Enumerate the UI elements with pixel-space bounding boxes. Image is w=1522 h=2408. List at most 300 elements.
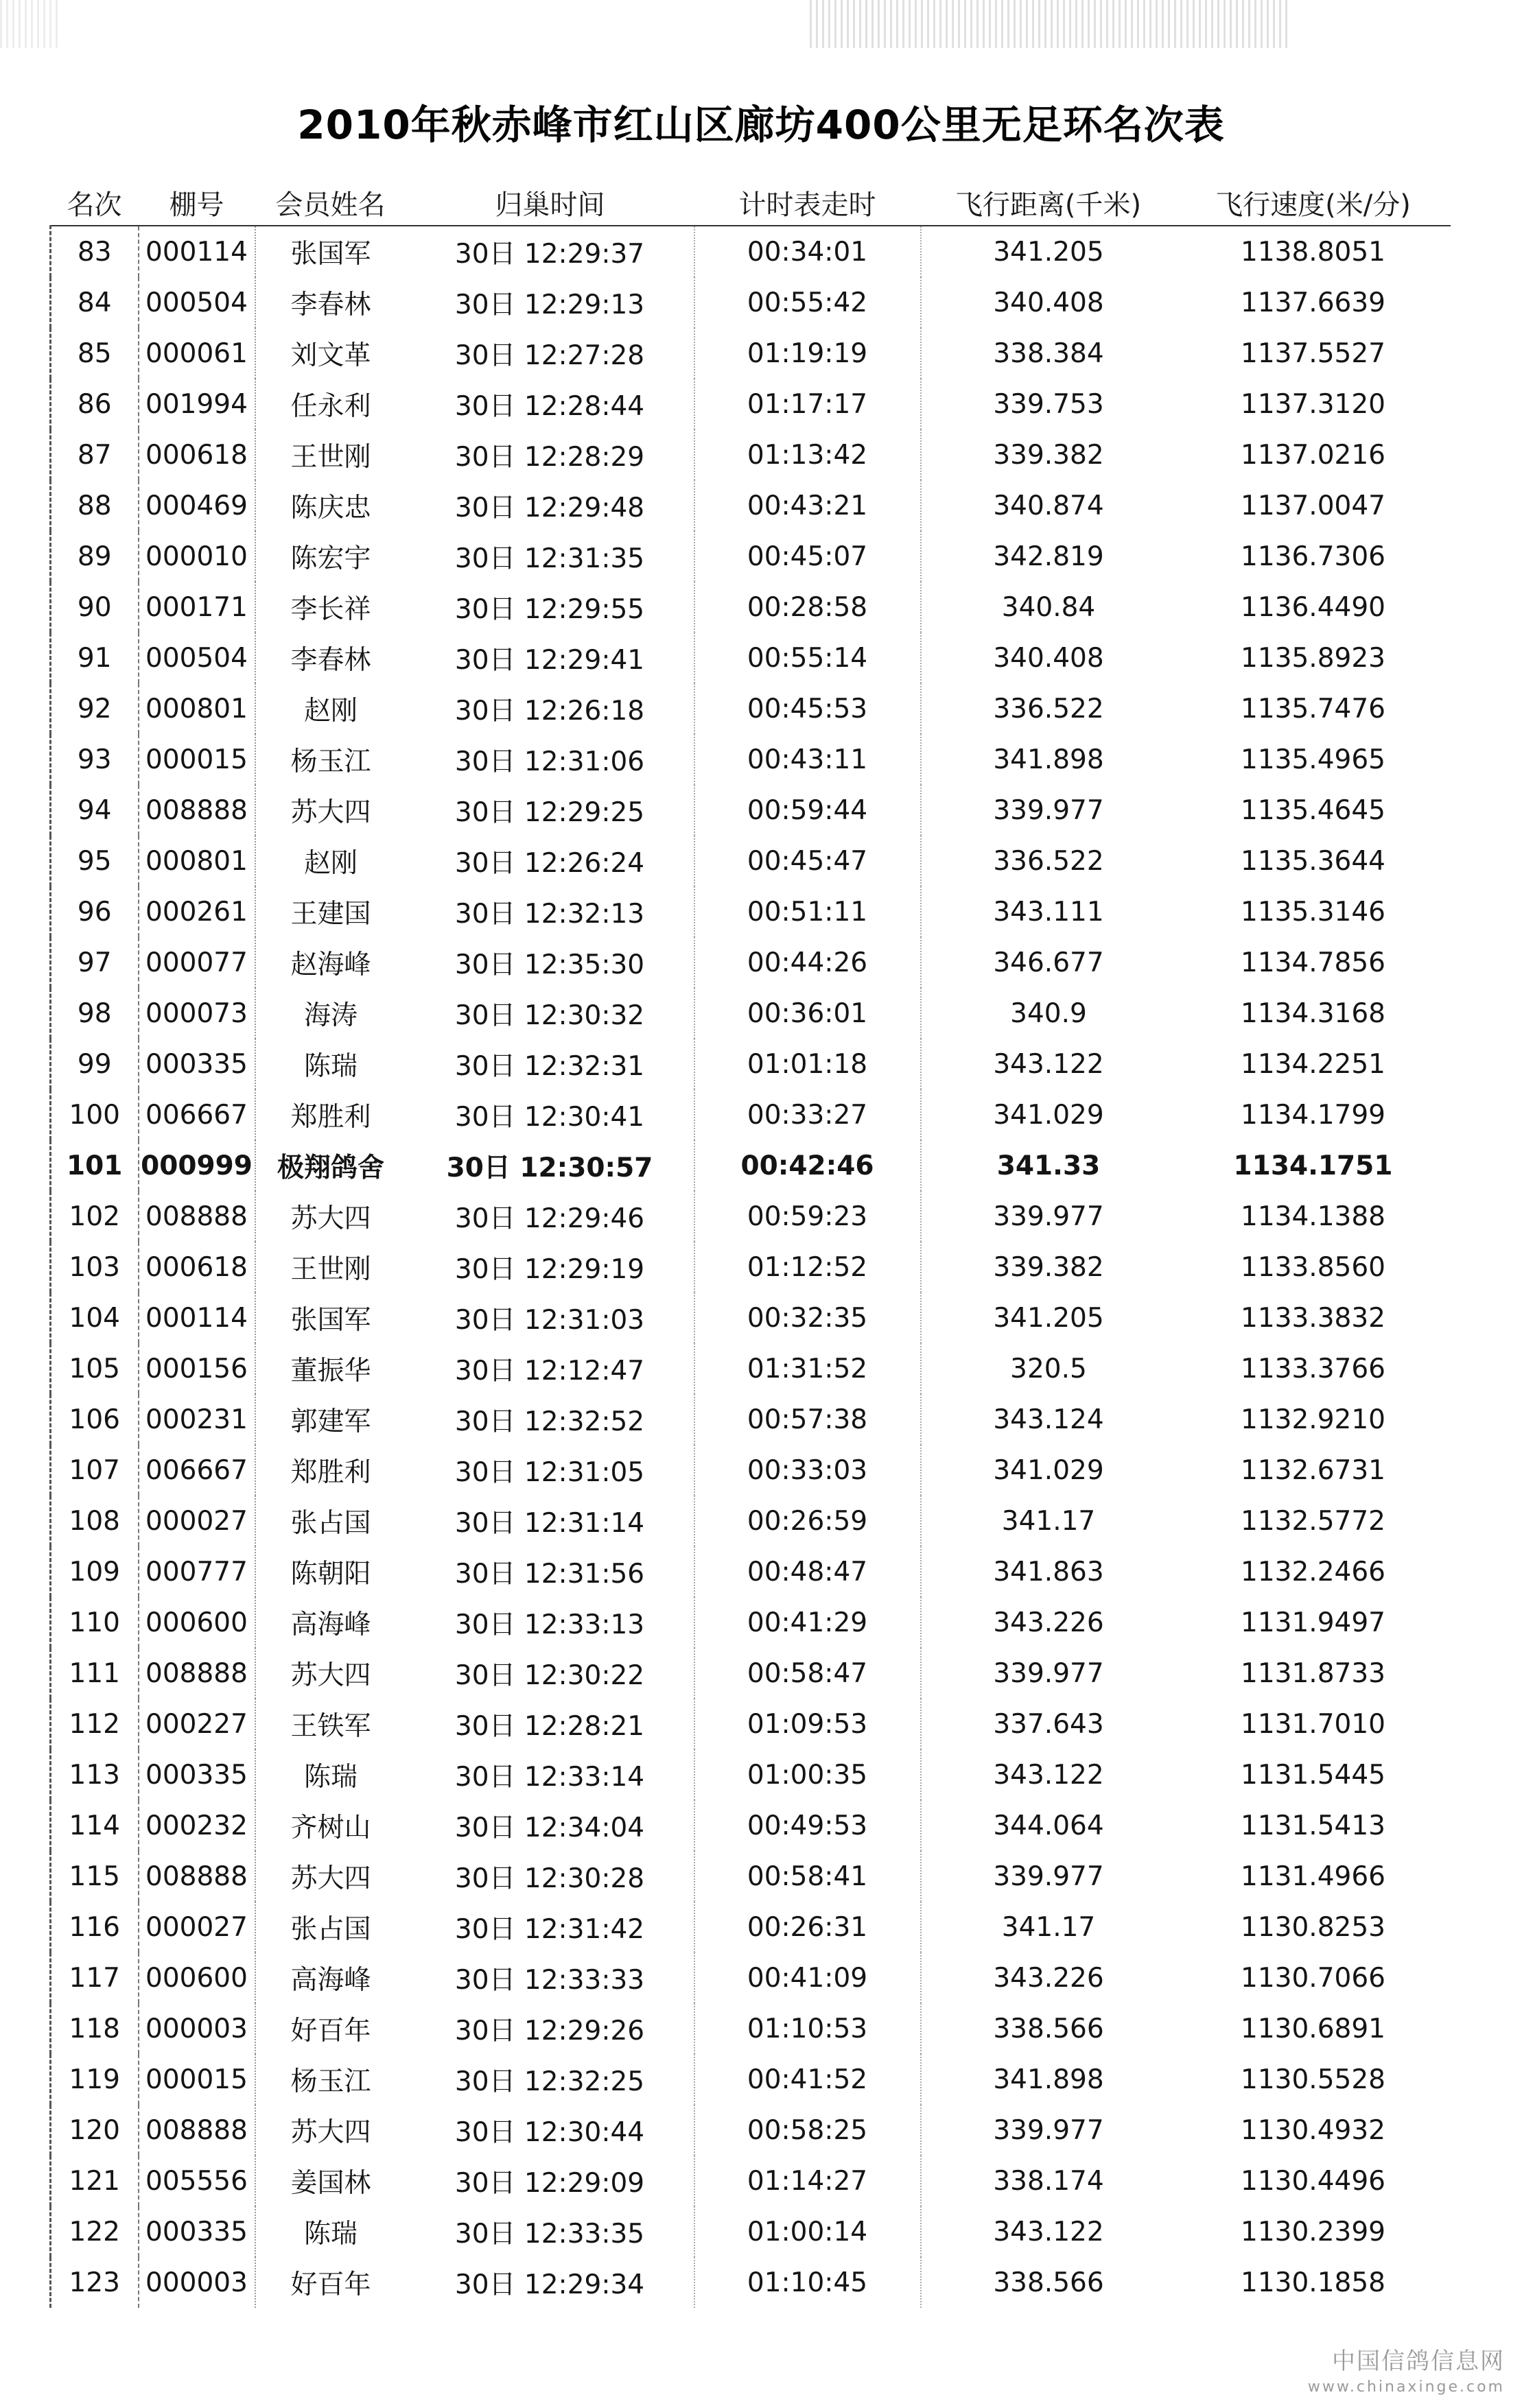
member-name-cell: 好百年 [290, 2269, 371, 2300]
return-time-cell: 30日 12:30:41 [406, 1089, 694, 1140]
return-time-cell: 30日 12:31:06 [406, 734, 694, 785]
member-name-cell: 张占国 [290, 1508, 371, 1539]
clock-time-cell: 00:28:58 [694, 582, 921, 633]
rank-cell: 111 [51, 1648, 139, 1699]
speed-cell: 1132.9210 [1241, 1404, 1385, 1435]
return-time-cell: 30日 12:12:47 [406, 1343, 694, 1394]
return-time-cell: 30日 12:28:29 [406, 429, 694, 480]
return-time-cell: 30日 12:32:13 [406, 886, 694, 937]
member-name-cell: 王世刚 [290, 442, 371, 473]
speed-cell: 1134.3168 [1241, 998, 1385, 1029]
return-time-cell: 30日 12:31:56 [406, 1546, 694, 1597]
speed-cell: 1137.5527 [1241, 338, 1385, 369]
return-time-cell: 30日 12:29:34 [406, 2257, 694, 2308]
rank-cell: 103 [51, 1242, 139, 1292]
loft-cell: 000015 [139, 2054, 255, 2105]
table-row [51, 379, 1451, 429]
clock-time-cell: 00:36:01 [694, 988, 921, 1039]
clock-time-cell: 00:34:01 [694, 226, 921, 277]
clock-time-cell: 01:12:52 [694, 1242, 921, 1292]
return-time-cell: 30日 12:29:19 [406, 1242, 694, 1292]
header-distance: 飞行距离(千米) [921, 180, 1176, 226]
distance-cell: 340.408 [993, 642, 1104, 674]
distance-cell: 320.5 [1010, 1353, 1087, 1384]
distance-cell: 341.205 [993, 236, 1104, 268]
table-header-row [51, 180, 1451, 226]
speed-cell: 1131.9497 [1241, 1607, 1385, 1638]
rank-cell: 94 [51, 785, 139, 836]
speed-cell: 1137.0047 [1241, 490, 1385, 521]
rank-cell: 117 [51, 1952, 139, 2003]
table-row [51, 1496, 1451, 1546]
clock-time-cell: 01:00:14 [694, 2206, 921, 2257]
header-return-time: 归巢时间 [406, 180, 694, 226]
clock-time-cell: 01:10:53 [694, 2003, 921, 2054]
member-name-cell: 赵刚 [303, 696, 358, 727]
loft-cell: 000504 [139, 277, 255, 328]
scan-noise-top-left [0, 0, 62, 48]
speed-cell: 1135.3644 [1241, 845, 1385, 877]
return-time-cell: 30日 12:32:25 [406, 2054, 694, 2105]
clock-time-cell: 00:32:35 [694, 1292, 921, 1343]
table-row [51, 1242, 1451, 1292]
clock-time-cell: 00:48:47 [694, 1546, 921, 1597]
member-name-cell: 高海峰 [290, 1609, 371, 1640]
table-row [51, 277, 1451, 328]
return-time-cell: 30日 12:34:04 [406, 1800, 694, 1851]
table-row [51, 836, 1451, 886]
rank-cell: 91 [51, 633, 139, 683]
clock-time-cell: 00:26:59 [694, 1496, 921, 1546]
loft-cell: 008888 [139, 785, 255, 836]
clock-time-cell: 01:10:45 [694, 2257, 921, 2308]
return-time-cell: 30日 12:29:41 [406, 633, 694, 683]
distance-cell: 341.029 [993, 1454, 1104, 1486]
loft-cell: 000600 [139, 1597, 255, 1648]
member-name-cell: 陈宏宇 [290, 543, 371, 574]
member-name-cell: 李长祥 [290, 594, 371, 625]
member-name-cell: 苏大四 [290, 2117, 371, 2148]
table-row [51, 531, 1451, 582]
distance-cell: 339.977 [993, 1657, 1104, 1689]
loft-cell: 000061 [139, 328, 255, 379]
loft-cell: 006667 [139, 1445, 255, 1496]
distance-cell: 343.122 [993, 1048, 1104, 1080]
loft-cell: 000261 [139, 886, 255, 937]
distance-cell: 339.382 [993, 439, 1104, 471]
return-time-cell: 30日 12:28:44 [406, 379, 694, 429]
clock-time-cell: 00:57:38 [694, 1394, 921, 1445]
distance-cell: 338.566 [993, 2267, 1104, 2298]
member-name-cell: 陈庆忠 [290, 493, 371, 523]
distance-cell: 341.17 [1001, 1505, 1096, 1537]
table-row [51, 1749, 1451, 1800]
distance-cell: 336.522 [993, 845, 1104, 877]
speed-cell: 1134.1799 [1241, 1099, 1385, 1131]
rank-cell: 112 [51, 1699, 139, 1749]
speed-cell: 1135.4965 [1241, 744, 1385, 775]
table-row [51, 582, 1451, 633]
clock-time-cell: 00:41:29 [694, 1597, 921, 1648]
table-row [51, 988, 1451, 1039]
loft-cell: 000171 [139, 582, 255, 633]
rank-cell: 96 [51, 886, 139, 937]
clock-time-cell: 00:43:11 [694, 734, 921, 785]
table-body [51, 226, 1451, 2308]
distance-cell: 341.863 [993, 1556, 1104, 1587]
distance-cell: 341.898 [993, 744, 1104, 775]
clock-time-cell: 01:31:52 [694, 1343, 921, 1394]
speed-cell: 1131.4966 [1241, 1861, 1385, 1892]
return-time-cell: 30日 12:28:21 [406, 1699, 694, 1749]
distance-cell: 341.898 [993, 2064, 1104, 2095]
watermark-site-name: 中国信鸽信息网 [1332, 2348, 1505, 2375]
table-row [51, 1343, 1451, 1394]
speed-cell: 1134.7856 [1241, 947, 1385, 978]
rank-cell: 109 [51, 1546, 139, 1597]
table-row [51, 2105, 1451, 2156]
loft-cell: 000027 [139, 1902, 255, 1952]
speed-cell: 1130.4496 [1241, 2165, 1385, 2197]
member-name-cell: 赵海峰 [290, 949, 371, 980]
distance-cell: 338.384 [993, 338, 1104, 369]
speed-cell: 1131.7010 [1241, 1708, 1385, 1740]
rank-cell: 115 [51, 1851, 139, 1902]
speed-cell: 1132.2466 [1241, 1556, 1385, 1587]
loft-cell: 006667 [139, 1089, 255, 1140]
loft-cell: 000231 [139, 1394, 255, 1445]
table-row [51, 734, 1451, 785]
loft-cell: 008888 [139, 1851, 255, 1902]
speed-cell: 1134.2251 [1241, 1048, 1385, 1080]
member-name-cell: 好百年 [290, 2016, 371, 2046]
table-row [51, 1546, 1451, 1597]
rank-cell: 123 [51, 2257, 139, 2308]
rank-cell: 95 [51, 836, 139, 886]
return-time-cell: 30日 12:29:09 [406, 2156, 694, 2206]
member-name-cell: 杨玉江 [290, 2066, 371, 2097]
clock-time-cell: 01:13:42 [694, 429, 921, 480]
speed-cell: 1137.6639 [1241, 287, 1385, 318]
loft-cell: 000618 [139, 429, 255, 480]
table-row [51, 328, 1451, 379]
speed-cell: 1135.4645 [1241, 794, 1385, 826]
rank-cell: 120 [51, 2105, 139, 2156]
return-time-cell: 30日 12:29:48 [406, 480, 694, 531]
loft-cell: 000227 [139, 1699, 255, 1749]
clock-time-cell: 00:43:21 [694, 480, 921, 531]
distance-cell: 343.111 [993, 896, 1104, 928]
member-name-cell: 杨玉江 [290, 746, 371, 777]
member-name-cell: 张国军 [290, 239, 371, 270]
member-name-cell: 陈瑞 [303, 2219, 358, 2250]
loft-cell: 001994 [139, 379, 255, 429]
loft-cell: 008888 [139, 2105, 255, 2156]
clock-time-cell: 00:58:41 [694, 1851, 921, 1902]
distance-cell: 340.408 [993, 287, 1104, 318]
table-row [51, 429, 1451, 480]
rank-cell: 105 [51, 1343, 139, 1394]
rank-cell: 114 [51, 1800, 139, 1851]
clock-time-cell: 00:33:03 [694, 1445, 921, 1496]
clock-time-cell: 01:17:17 [694, 379, 921, 429]
return-time-cell: 30日 12:30:44 [406, 2105, 694, 2156]
member-name-cell: 张占国 [290, 1914, 371, 1945]
member-name-cell: 董振华 [290, 1356, 371, 1386]
loft-cell: 000073 [139, 988, 255, 1039]
distance-cell: 339.382 [993, 1251, 1104, 1283]
loft-cell: 000600 [139, 1952, 255, 2003]
clock-time-cell: 00:41:52 [694, 2054, 921, 2105]
speed-cell: 1136.7306 [1241, 541, 1385, 572]
table-row [51, 226, 1451, 277]
loft-cell: 000015 [139, 734, 255, 785]
table-row [51, 1191, 1451, 1242]
member-name-cell: 极翔鸽舍 [277, 1153, 384, 1183]
distance-cell: 339.977 [993, 1861, 1104, 1892]
speed-cell: 1135.3146 [1241, 896, 1385, 928]
speed-cell: 1130.8253 [1241, 1911, 1385, 1943]
member-name-cell: 苏大四 [290, 1203, 371, 1234]
distance-cell: 343.226 [993, 1607, 1104, 1638]
distance-cell: 338.174 [993, 2165, 1104, 2197]
return-time-cell: 30日 12:31:14 [406, 1496, 694, 1546]
distance-cell: 343.124 [993, 1404, 1104, 1435]
loft-cell: 000335 [139, 1749, 255, 1800]
clock-time-cell: 01:00:35 [694, 1749, 921, 1800]
loft-cell: 000003 [139, 2257, 255, 2308]
rank-cell: 118 [51, 2003, 139, 2054]
table-row [51, 1648, 1451, 1699]
member-name-cell: 王建国 [290, 899, 371, 930]
header-member-name: 会员姓名 [255, 180, 406, 226]
table-row [51, 2206, 1451, 2257]
return-time-cell: 30日 12:33:13 [406, 1597, 694, 1648]
distance-cell: 340.84 [1001, 591, 1096, 623]
rank-cell: 99 [51, 1039, 139, 1089]
distance-cell: 346.677 [993, 947, 1104, 978]
loft-cell: 000801 [139, 683, 255, 734]
clock-time-cell: 00:51:11 [694, 886, 921, 937]
table-row [51, 2003, 1451, 2054]
clock-time-cell: 00:33:27 [694, 1089, 921, 1140]
speed-cell: 1132.5772 [1241, 1505, 1385, 1537]
clock-time-cell: 00:59:23 [694, 1191, 921, 1242]
member-name-cell: 王铁军 [290, 1711, 371, 1742]
table-row [51, 2257, 1451, 2308]
return-time-cell: 30日 12:35:30 [406, 937, 694, 988]
distance-cell: 341.33 [996, 1150, 1101, 1181]
member-name-cell: 苏大四 [290, 1863, 371, 1894]
clock-time-cell: 00:45:47 [694, 836, 921, 886]
loft-cell: 000114 [139, 226, 255, 277]
loft-cell: 008888 [139, 1648, 255, 1699]
loft-cell: 000999 [139, 1140, 255, 1191]
clock-time-cell: 00:55:42 [694, 277, 921, 328]
table-row [51, 633, 1451, 683]
member-name-cell: 陈朝阳 [290, 1559, 371, 1590]
distance-cell: 339.977 [993, 1201, 1104, 1232]
return-time-cell: 30日 12:29:46 [406, 1191, 694, 1242]
return-time-cell: 30日 12:30:32 [406, 988, 694, 1039]
distance-cell: 338.566 [993, 2013, 1104, 2044]
speed-cell: 1131.5413 [1241, 1810, 1385, 1841]
rank-cell: 107 [51, 1445, 139, 1496]
return-time-cell: 30日 12:31:35 [406, 531, 694, 582]
table-row [51, 1851, 1451, 1902]
distance-cell: 340.9 [1010, 998, 1087, 1029]
member-name-cell: 郭建军 [290, 1406, 371, 1437]
table-row [51, 683, 1451, 734]
rank-cell: 113 [51, 1749, 139, 1800]
table-row [51, 1292, 1451, 1343]
member-name-cell: 刘文革 [290, 340, 371, 371]
member-name-cell: 赵刚 [303, 848, 358, 879]
distance-cell: 344.064 [993, 1810, 1104, 1841]
clock-time-cell: 01:01:18 [694, 1039, 921, 1089]
rank-cell: 100 [51, 1089, 139, 1140]
rank-cell: 122 [51, 2206, 139, 2257]
return-time-cell: 30日 12:29:55 [406, 582, 694, 633]
member-name-cell: 郑胜利 [290, 1102, 371, 1133]
speed-cell: 1132.6731 [1241, 1454, 1385, 1486]
table-row [51, 1952, 1451, 2003]
table-row [51, 1089, 1451, 1140]
distance-cell: 340.874 [993, 490, 1104, 521]
rank-cell: 108 [51, 1496, 139, 1546]
speed-cell: 1136.4490 [1241, 591, 1385, 623]
speed-cell: 1130.6891 [1241, 2013, 1385, 2044]
rank-cell: 102 [51, 1191, 139, 1242]
clock-time-cell: 00:42:46 [694, 1140, 921, 1191]
clock-time-cell: 00:45:07 [694, 531, 921, 582]
clock-time-cell: 00:49:53 [694, 1800, 921, 1851]
member-name-cell: 李春林 [290, 290, 371, 320]
distance-cell: 341.205 [993, 1302, 1104, 1334]
rank-cell: 93 [51, 734, 139, 785]
return-time-cell: 30日 12:26:24 [406, 836, 694, 886]
table-row [51, 1902, 1451, 1952]
speed-cell: 1137.3120 [1241, 388, 1385, 420]
distance-cell: 343.226 [993, 1962, 1104, 1994]
table-row [51, 1800, 1451, 1851]
speed-cell: 1134.1751 [1233, 1150, 1393, 1181]
distance-cell: 339.977 [993, 2114, 1104, 2146]
scan-noise-top [810, 0, 1290, 48]
distance-cell: 343.122 [993, 1759, 1104, 1791]
loft-cell: 008888 [139, 1191, 255, 1242]
watermark-url: www.chinaxinge.com [1307, 2379, 1505, 2396]
return-time-cell: 30日 12:30:57 [406, 1140, 694, 1191]
member-name-cell: 陈瑞 [303, 1051, 358, 1082]
return-time-cell: 30日 12:33:33 [406, 1952, 694, 2003]
return-time-cell: 30日 12:27:28 [406, 328, 694, 379]
return-time-cell: 30日 12:26:18 [406, 683, 694, 734]
table-row [51, 1597, 1451, 1648]
member-name-cell: 姜国林 [290, 2168, 371, 2199]
loft-cell: 000003 [139, 2003, 255, 2054]
distance-cell: 341.029 [993, 1099, 1104, 1131]
table-row [51, 937, 1451, 988]
table-row [51, 785, 1451, 836]
return-time-cell: 30日 12:33:14 [406, 1749, 694, 1800]
speed-cell: 1131.8733 [1241, 1657, 1385, 1689]
rank-cell: 87 [51, 429, 139, 480]
rank-cell: 106 [51, 1394, 139, 1445]
loft-cell: 000777 [139, 1546, 255, 1597]
clock-time-cell: 00:44:26 [694, 937, 921, 988]
table-row [51, 1394, 1451, 1445]
return-time-cell: 30日 12:32:52 [406, 1394, 694, 1445]
loft-cell: 000156 [139, 1343, 255, 1394]
rank-cell: 110 [51, 1597, 139, 1648]
page-title: 2010年秋赤峰市红山区廊坊400公里无足环名次表 [297, 102, 1225, 148]
speed-cell: 1134.1388 [1241, 1201, 1385, 1232]
clock-time-cell: 01:09:53 [694, 1699, 921, 1749]
return-time-cell: 30日 12:31:03 [406, 1292, 694, 1343]
member-name-cell: 陈瑞 [303, 1762, 358, 1793]
loft-cell: 000801 [139, 836, 255, 886]
speed-cell: 1138.8051 [1241, 236, 1385, 268]
speed-cell: 1130.5528 [1241, 2064, 1385, 2095]
return-time-cell: 30日 12:29:25 [406, 785, 694, 836]
loft-cell: 000469 [139, 480, 255, 531]
watermark [1308, 2342, 1505, 2396]
clock-time-cell: 00:41:09 [694, 1952, 921, 2003]
return-time-cell: 30日 12:29:26 [406, 2003, 694, 2054]
loft-cell: 000335 [139, 1039, 255, 1089]
distance-cell: 341.17 [1001, 1911, 1096, 1943]
member-name-cell: 高海峰 [290, 1965, 371, 1996]
speed-cell: 1130.4932 [1241, 2114, 1385, 2146]
table-row [51, 1140, 1451, 1191]
member-name-cell: 郑胜利 [290, 1457, 371, 1488]
distance-cell: 339.977 [993, 794, 1104, 826]
member-name-cell: 齐树山 [290, 1813, 371, 1843]
clock-time-cell: 00:55:14 [694, 633, 921, 683]
return-time-cell: 30日 12:33:35 [406, 2206, 694, 2257]
loft-cell: 000504 [139, 633, 255, 683]
rank-cell: 116 [51, 1902, 139, 1952]
table-row [51, 2156, 1451, 2206]
table-row [51, 2054, 1451, 2105]
distance-cell: 339.753 [993, 388, 1104, 420]
header-rank: 名次 [51, 180, 139, 226]
member-name-cell: 任永利 [290, 391, 371, 422]
speed-cell: 1133.3766 [1241, 1353, 1385, 1384]
return-time-cell: 30日 12:31:42 [406, 1902, 694, 1952]
rank-cell: 119 [51, 2054, 139, 2105]
rank-cell: 84 [51, 277, 139, 328]
member-name-cell: 王世刚 [290, 1254, 371, 1285]
header-clock-time: 计时表走时 [694, 180, 921, 226]
return-time-cell: 30日 12:30:28 [406, 1851, 694, 1902]
speed-cell: 1131.5445 [1241, 1759, 1385, 1791]
rank-cell: 90 [51, 582, 139, 633]
table-row [51, 1039, 1451, 1089]
clock-time-cell: 01:19:19 [694, 328, 921, 379]
loft-cell: 000232 [139, 1800, 255, 1851]
table-row [51, 1445, 1451, 1496]
speed-cell: 1135.7476 [1241, 693, 1385, 724]
distance-cell: 343.122 [993, 2216, 1104, 2247]
loft-cell: 000618 [139, 1242, 255, 1292]
header-loft: 棚号 [139, 180, 255, 226]
rank-cell: 98 [51, 988, 139, 1039]
member-name-cell: 苏大四 [290, 797, 371, 828]
member-name-cell: 苏大四 [290, 1660, 371, 1691]
distance-cell: 342.819 [993, 541, 1104, 572]
